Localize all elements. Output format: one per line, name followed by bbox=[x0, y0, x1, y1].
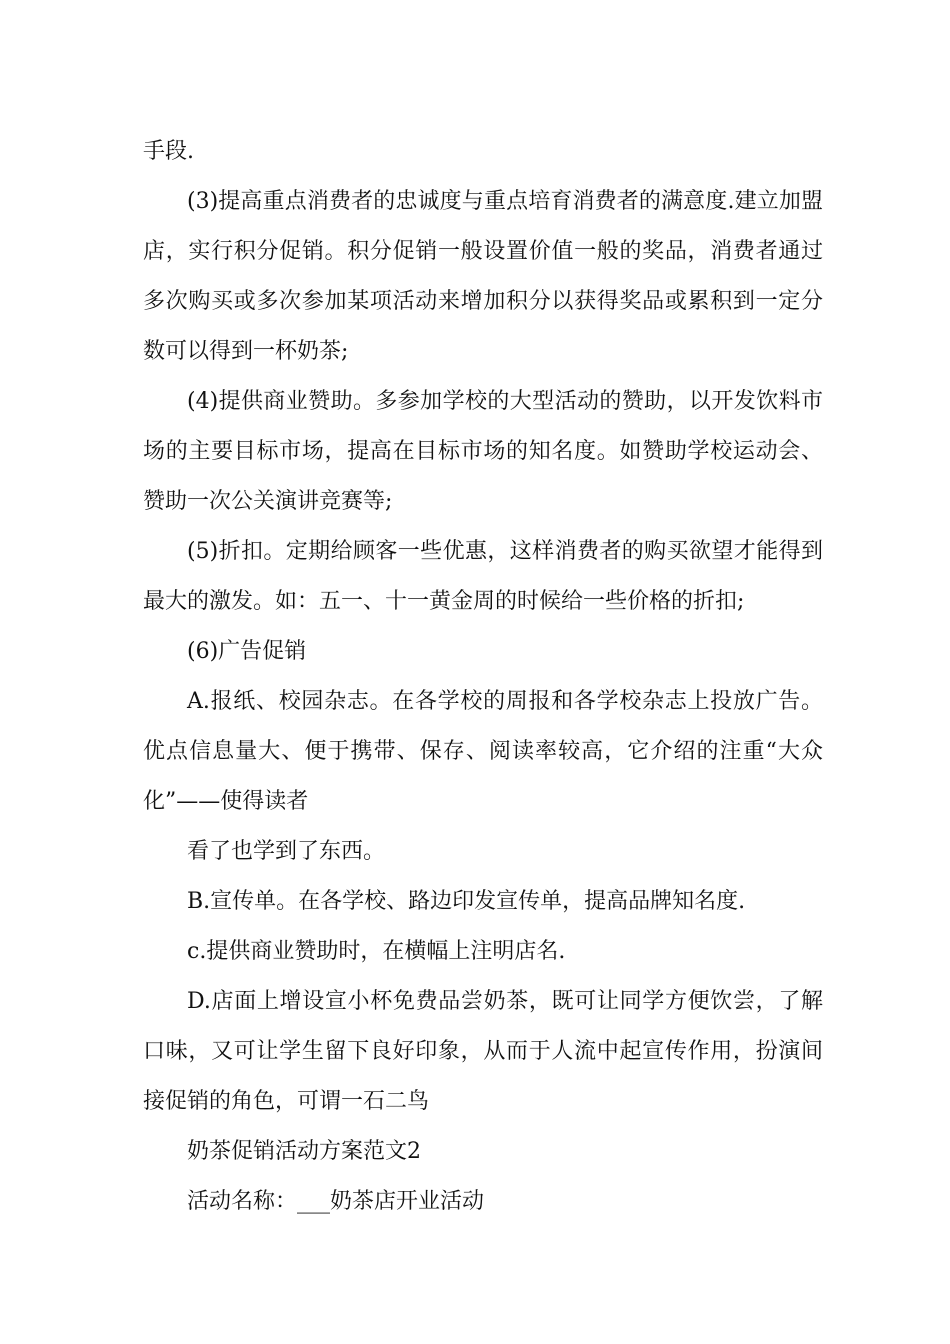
section-heading: 奶茶促销活动方案范文2 bbox=[187, 1139, 421, 1164]
paragraph-item-5: (5)折扣。定期给顾客一些优惠，这样消费者的购买欲望才能得到最大的激发。如：五一、十一黄金周的时候给一些价格的折扣; bbox=[143, 539, 823, 614]
activity-name-line: 活动名称：___奶茶店开业活动 bbox=[187, 1189, 485, 1214]
paragraph-continuation: 手段. bbox=[143, 139, 194, 164]
paragraph-item-a-cont: 看了也学到了东西。 bbox=[187, 839, 386, 864]
paragraph-item-6: (6)广告促销 bbox=[187, 639, 307, 664]
paragraph-item-b: B.宣传单。在各学校、路边印发宣传单，提高品牌知名度. bbox=[187, 889, 746, 914]
paragraph-item-a: A.报纸、校园杂志。在各学校的周报和各学校杂志上投放广告。优点信息量大、便于携带、保存、阅读率较高，它介绍的注重“大众化”——使得读者 bbox=[143, 689, 823, 814]
paragraph-item-c: c.提供商业赞助时，在横幅上注明店名. bbox=[187, 939, 566, 964]
paragraph-item-3: (3)提高重点消费者的忠诚度与重点培育消费者的满意度.建立加盟店，实行积分促销。积分促销一般设置价值一般的奖品，消费者通过多次购买或多次参加某项活动来增加积分以获得奖品或累积到一定分数可以得到一杯奶茶; bbox=[143, 189, 823, 364]
paragraph-item-d: D.店面上增设宣小杯免费品尝奶茶，既可让同学方便饮尝，了解口味，又可让学生留下良好印象，从而于人流中起宣传作用，扮演间接促销的角色，可谓一石二鸟 bbox=[143, 989, 823, 1114]
paragraph-item-4: (4)提供商业赞助。多参加学校的大型活动的赞助，以开发饮料市场的主要目标市场，提高在目标市场的知名度。如赞助学校运动会、赞助一次公关演讲竞赛等; bbox=[143, 389, 823, 514]
